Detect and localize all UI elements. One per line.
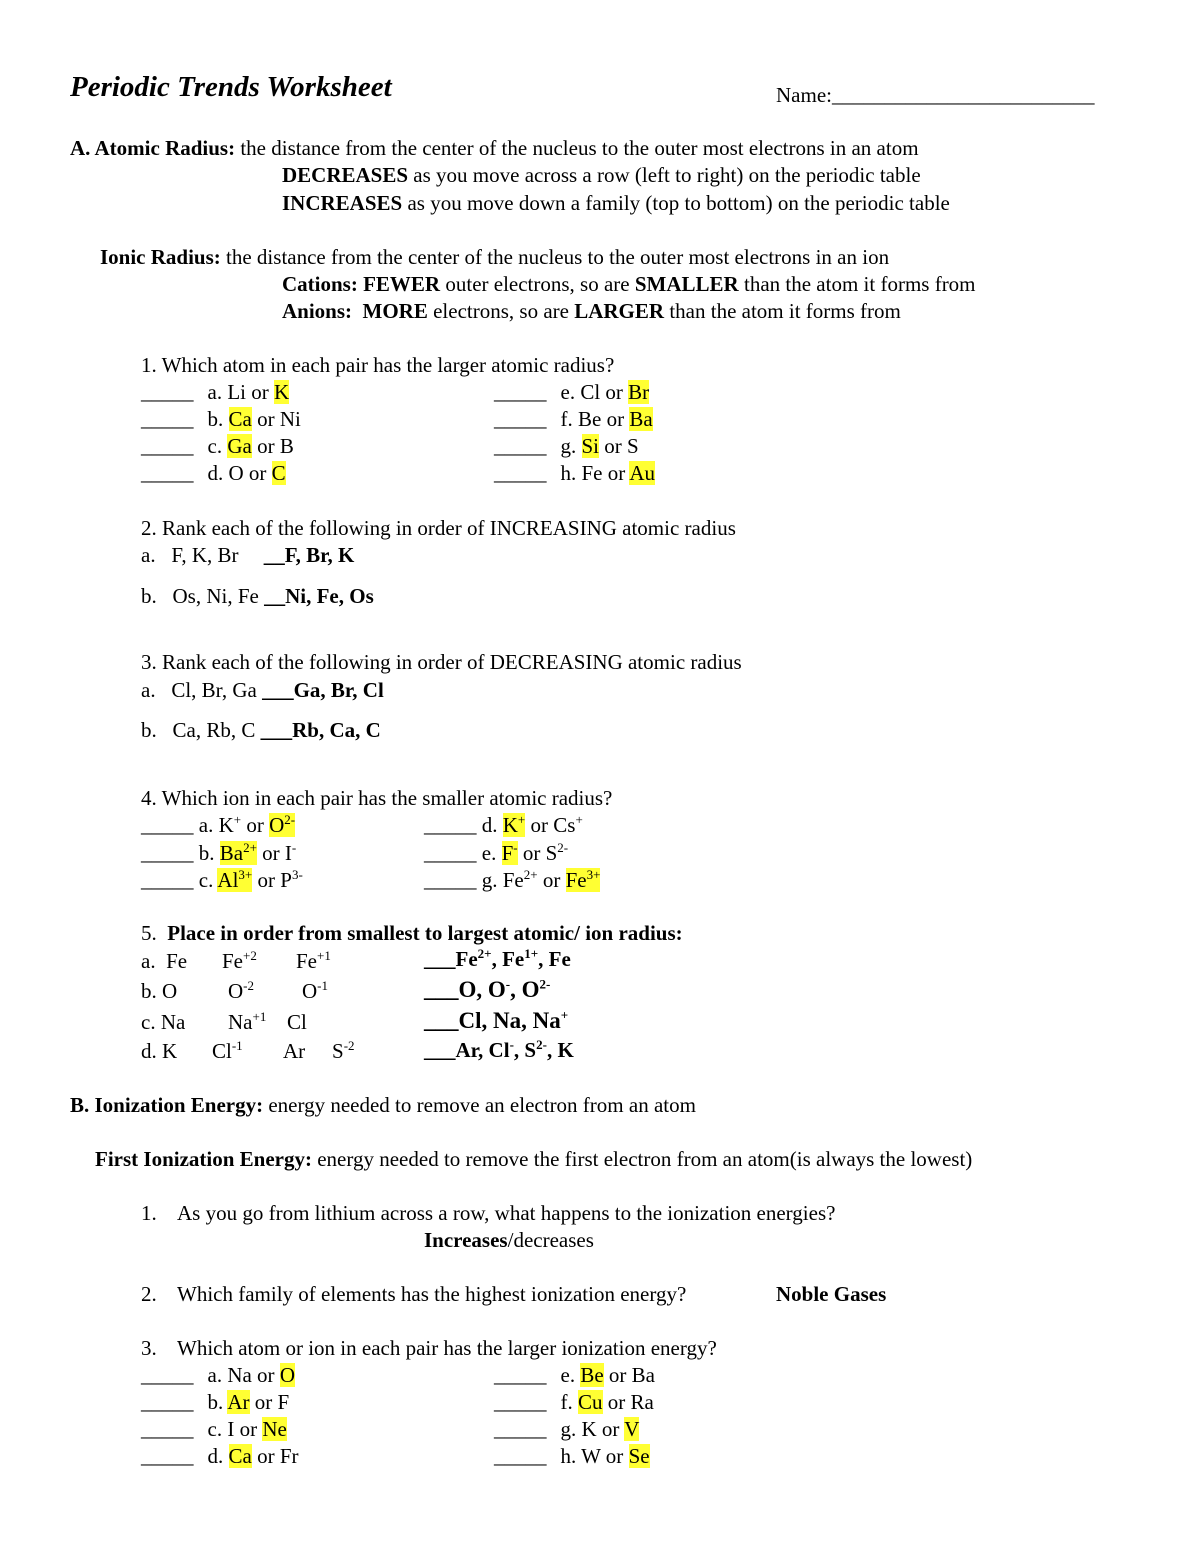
b-q3-highlighted-answer: Se [628,1444,650,1468]
q1-item-pre: c. [207,434,228,458]
first-ionization-def: energy needed to remove the first electron from an atom(is always the lowest) [317,1147,973,1171]
anions-text2: than the atom it forms from [669,299,901,323]
atomic-increases-line [282,190,950,216]
q5-a-label: a. Fe [141,949,188,973]
q2-item-b [141,583,374,609]
b-q3-item-pre: h. W or [560,1444,629,1468]
q1-answer-blank[interactable]: _____ [494,380,547,404]
q1-item-pre: b. [207,407,229,431]
b-q3-item-pre: d. [207,1444,229,1468]
increases-text: as you move down a family (top to bottom) on the periodic table [407,191,950,215]
b-q3-item [141,1389,289,1415]
q1-item [141,406,301,432]
ionic-radius-definition [100,244,889,270]
q3-item-b [141,717,381,743]
q4-g-blank[interactable]: _____ [424,868,477,892]
b-q3-item [141,1362,295,1388]
q2-a-blank[interactable]: __ [263,543,285,567]
q5-d-item2: $Cl^{-1}$ [212,1038,243,1063]
q4-item-c [141,867,303,893]
q4-b-sup2: - [291,840,297,855]
q5-d-answer: ___Ar, Cl-, $S^{2-}$, K [424,1037,574,1062]
b-q3-highlighted-answer: Ar [227,1390,250,1414]
name-field[interactable]: Name:_________________________ [776,83,1095,107]
b-q3-item [141,1443,299,1469]
q2-a-answer: F, Br, K [284,543,355,567]
b-q3-highlighted-answer: O [279,1363,295,1387]
b-q3-highlighted-answer: Cu [578,1390,603,1414]
q4-g-sup1: 2+ [523,867,538,882]
q4-d-answer: K+ [502,812,526,837]
q4-a-mid: or [241,813,270,837]
q5-a-item2: $Fe^{+2}$ [222,948,257,973]
q1-answer-blank[interactable]: _____ [141,380,194,404]
b-q3-answer-blank[interactable]: _____ [494,1417,547,1441]
q4-d-blank[interactable]: _____ [424,813,477,837]
q4-e-pre: e. [481,841,502,865]
b-q3-item-post: or Ba [603,1363,655,1387]
b-q3-item-pre: a. Na or [207,1363,280,1387]
q5-row-a-given [141,948,187,974]
q1-item [494,433,639,459]
q4-b-blank[interactable]: _____ [141,841,194,865]
q2-b-blank[interactable]: __ [264,584,286,608]
q5-c-label: c. Na [141,1010,186,1034]
b-q3-answer-blank[interactable]: _____ [494,1390,547,1414]
q4-g-mid: or [537,868,566,892]
q1-item-pre: a. Li or [207,380,274,404]
q1-highlighted-answer: C [271,461,286,485]
q1-item-pre: g. [560,434,582,458]
anions-line [282,298,901,324]
b-q3-item-pre: b. [207,1390,228,1414]
b-q3-item-pre: e. [560,1363,581,1387]
b-q3-prompt: Which atom or ion in each pair has the larger ionization energy? [177,1336,717,1360]
cations-text1: outer electrons, so are [445,272,630,296]
q4-e-sup2: 2- [557,840,569,855]
q4-item-b [141,840,296,866]
q4-c-blank[interactable]: _____ [141,868,194,892]
q4-item-d [424,812,583,838]
first-ionization-label: First Ionization Energy: [95,1147,312,1171]
q2-prompt: 2. Rank each of the following in order of INCREASING atomic radius [141,516,736,540]
q3-b-label: b. Ca, Rb, C [141,718,256,742]
decreases-text: as you move across a row (left to right) on the periodic table [413,163,921,187]
q1-highlighted-answer: Ba [629,407,653,431]
q1-item [141,433,294,459]
q1-answer-blank[interactable]: _____ [141,434,194,458]
b-q3-item-post: or Fr [251,1444,299,1468]
b-q3-item [494,1443,650,1469]
q5-d-item4: $S^{-2}$ [332,1038,355,1063]
anions-label: Anions: [282,299,353,323]
b-q1-num: 1. [141,1201,157,1225]
increases-word: INCREASES [282,191,403,215]
q4-d-pre: d. [481,813,503,837]
q2-b-label: b. Os, Ni, Fe [141,584,259,608]
q4-c-mid: or P [252,868,292,892]
b-q3-answer-blank[interactable]: _____ [141,1363,194,1387]
q1-item-pre: d. O or [207,461,272,485]
q4-a-pre: a. K [198,813,234,837]
q5-b-item2: $O^{-2}$ [228,978,255,1003]
b-q1-prompt: As you go from lithium across a row, what happens to the ionization energies? [177,1201,836,1225]
atomic-decreases-line [282,162,921,188]
q5-d-item3: Ar [283,1039,306,1063]
b-q3-answer-blank[interactable]: _____ [141,1444,194,1468]
b-q3-answer-blank[interactable]: _____ [141,1390,194,1414]
b-q3-highlighted-answer: V [624,1417,640,1441]
q1-highlighted-answer: Si [581,434,600,458]
first-ionization-definition [95,1146,972,1172]
smaller-word: SMALLER [634,272,739,296]
q3-a-blank[interactable]: ___ [262,678,294,702]
b-q3-item-pre: g. K or [560,1417,625,1441]
decreases-word: DECREASES [282,163,409,187]
b-q3-answer-blank[interactable]: _____ [494,1363,547,1387]
b-q3-answer-blank[interactable]: _____ [494,1444,547,1468]
b-q3-item-post: or Ra [602,1390,654,1414]
q3-item-a [141,677,384,703]
q1-highlighted-answer: Ga [227,434,252,458]
q5-b-answer: ___O, O-, $O^{2-}$ [424,976,551,1002]
b-q1-answer-bold: Increases [424,1228,508,1252]
b-q2-num: 2. [141,1282,157,1306]
b-q3-item-pre: f. [560,1390,578,1414]
b-q3-answer-blank[interactable]: _____ [141,1417,194,1441]
atomic-radius-def: the distance from the center of the nucleus to the outer most electrons in an atom [240,136,919,160]
page-title: Periodic Trends Worksheet [70,71,392,103]
q3-b-answer: Rb, Ca, C [292,718,381,742]
b-q3-item [494,1416,639,1442]
larger-word: LARGER [574,299,665,323]
q1-item [494,379,649,405]
q2-a-label: a. F, K, Br [141,543,239,567]
q5-c-answer: ___Cl, Na, Na+ [424,1007,569,1033]
ionization-energy-def: energy needed to remove an electron from an atom [268,1093,696,1117]
q1-item-post: or S [599,434,639,458]
q1-answer-blank[interactable]: _____ [494,434,547,458]
q5-d-label: d. K [141,1039,178,1063]
q3-a-answer: Ga, Br, Cl [293,678,384,702]
q5-b-item3: $O^{-1}$ [302,978,329,1003]
q1-answer-blank[interactable]: _____ [141,407,194,431]
q5-d-blank[interactable]: ___ [424,1038,456,1062]
q5-a-item3: $Fe^{+1}$ [296,948,331,973]
q1-highlighted-answer: Au [629,461,656,485]
q4-a-blank[interactable]: _____ [141,813,194,837]
b-q3-num: 3. [141,1336,157,1360]
atomic-radius-label: A. Atomic Radius: [70,136,236,160]
q1-highlighted-answer: Ca [228,407,252,431]
q5-c-item2: $Na^{+1}$ [228,1009,267,1034]
q4-e-answer: F- [501,840,518,865]
q1-item [494,406,653,432]
q1-item [494,460,655,486]
q1-answer-blank[interactable]: _____ [494,461,547,485]
q5-c-blank[interactable]: ___ [424,1008,459,1033]
q4-item-e [424,840,568,866]
q5-c-item3: Cl [287,1010,307,1034]
q5-a-answer: $\_\_\_Fe^{2+}$, $Fe^{1+}$, Fe [424,946,571,971]
q1-answer-blank[interactable]: _____ [141,461,194,485]
q1-item-pre: e. Cl or [560,380,629,404]
b-q3-highlighted-answer: Ne [262,1417,287,1441]
b-q3-highlighted-answer: Ca [228,1444,252,1468]
b-q2-answer: Noble Gases [776,1282,887,1306]
b-q3-item [141,1416,287,1442]
q3-a-label: a. Cl, Br, Ga [141,678,257,702]
q4-c-sup2: 3- [291,867,303,882]
q2-b-answer: Ni, Fe, Os [285,584,374,608]
q1-item-pre: f. Be or [560,407,630,431]
q3-b-blank[interactable]: ___ [260,718,293,742]
q4-c-answer: $Al^{3+}$ [217,867,253,892]
q1-highlighted-answer: K [273,380,290,404]
b-q3-item [494,1389,654,1415]
q1-prompt: 1. Which atom in each pair has the larger atomic radius? [141,353,615,377]
q1-answer-blank[interactable]: _____ [494,407,547,431]
q1-item-post: or B [251,434,294,458]
q4-e-mid: or S [517,841,558,865]
q4-b-answer: $Ba^{2+}$ [219,840,257,865]
q5-b-blank[interactable]: ___ [424,977,459,1002]
q5-a-blank[interactable]: ___ [424,947,456,971]
cations-label: Cations: [282,272,358,296]
q4-d-sup2: + [575,812,583,827]
q4-g-pre: g. Fe [481,868,524,892]
ionization-energy-definition [70,1092,696,1118]
cations-line [282,271,976,297]
q4-a-answer: $O^{2-}$ [269,812,296,837]
q4-b-mid: or I [256,841,292,865]
q4-d-mid: or Cs [525,813,576,837]
b-q1-answer [424,1227,594,1253]
q5-num: 5. [141,921,157,945]
b-q3-highlighted-answer: Be [580,1363,604,1387]
q4-c-pre: c. [198,868,218,892]
anions-text1: electrons, so are [433,299,569,323]
q1-item-post: or Ni [251,407,301,431]
q4-a-sup1: + [233,812,242,827]
fewer-word: FEWER [363,272,441,296]
q5-prompt-text: Place in order from smallest to largest atomic/ ion radius: [167,921,683,945]
q1-item [141,460,286,486]
q3-prompt: 3. Rank each of the following in order of DECREASING atomic radius [141,650,742,674]
atomic-radius-definition [70,135,919,161]
ionic-radius-def: the distance from the center of the nucleus to the outer most electrons in an ion [226,245,890,269]
ionic-radius-label: Ionic Radius: [100,245,221,269]
q2-item-a [141,542,354,568]
q4-b-pre: b. [198,841,220,865]
q1-item-pre: h. Fe or [560,461,630,485]
q5-b-label: b. O [141,979,178,1003]
q4-g-answer: $Fe^{3+}$ [565,867,601,892]
b-q3-item [494,1362,655,1388]
b-q2-prompt: Which family of elements has the highest ionization energy? [177,1282,687,1306]
q1-item [141,379,289,405]
cations-text2: than the atom it forms from [743,272,976,296]
q5-prompt [141,920,683,946]
q4-item-g [424,867,600,893]
q1-highlighted-answer: Br [628,380,650,404]
b-q1-answer-rest: /decreases [507,1228,594,1252]
q4-item-a [141,812,295,838]
b-q3-item-post: or F [249,1390,290,1414]
ionization-energy-label: B. Ionization Energy: [70,1093,264,1117]
q4-prompt: 4. Which ion in each pair has the smaller atomic radius? [141,786,613,810]
q4-e-blank[interactable]: _____ [424,841,477,865]
b-q3-item-pre: c. I or [207,1417,263,1441]
more-word: MORE [362,299,428,323]
